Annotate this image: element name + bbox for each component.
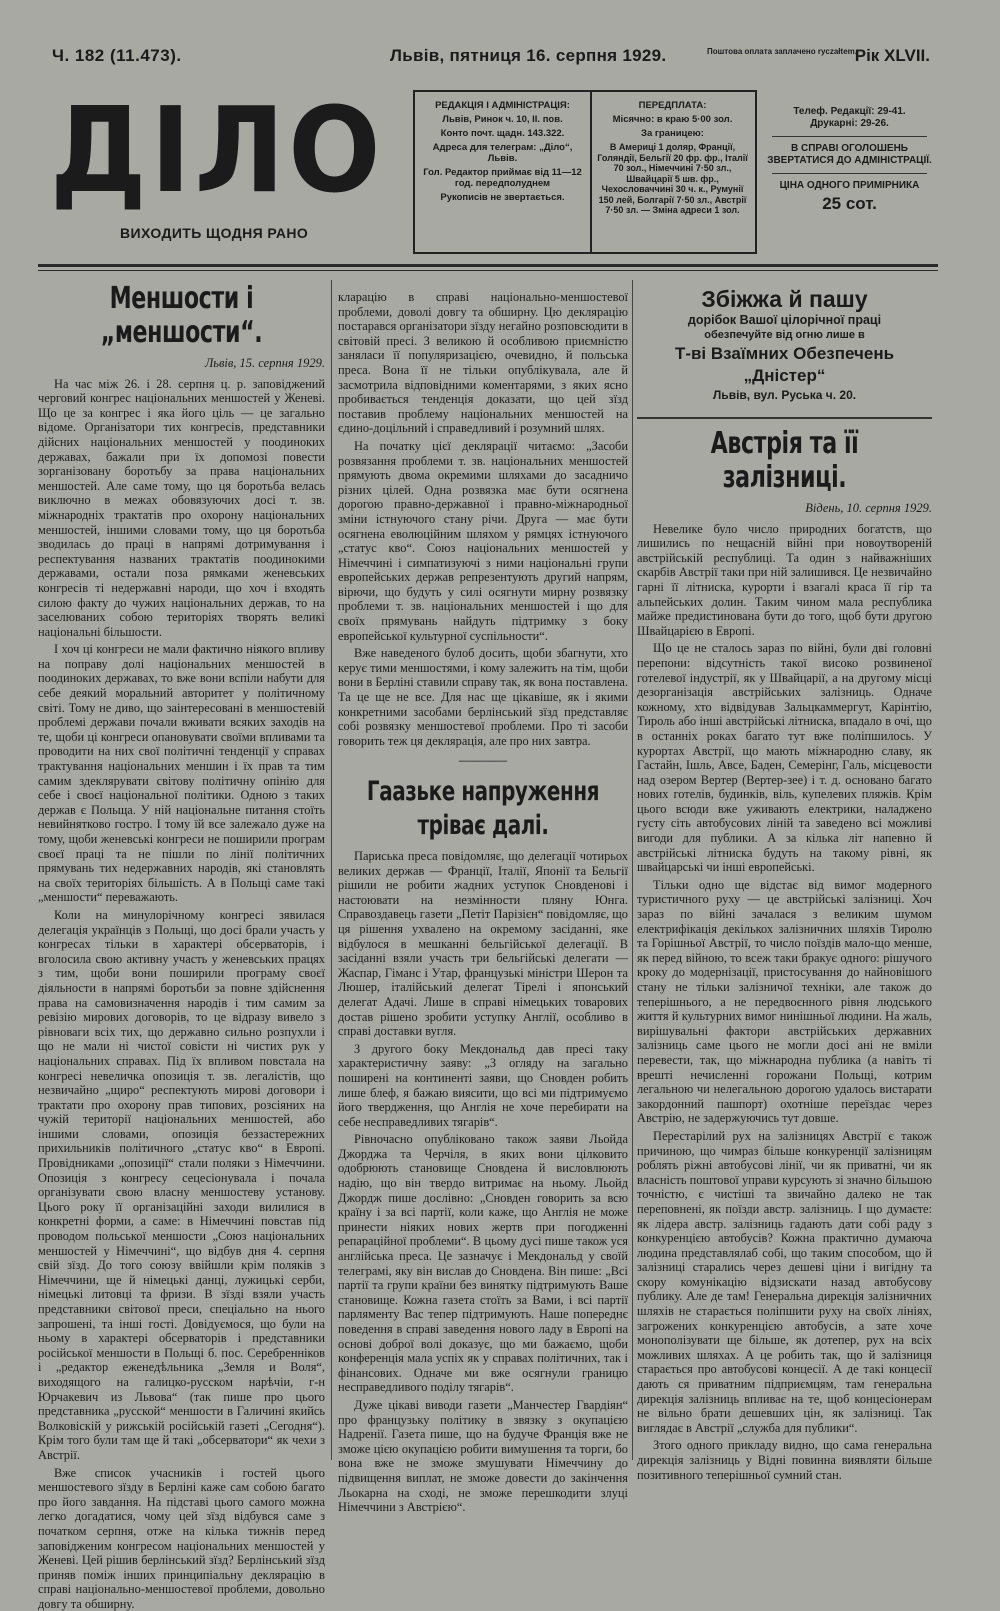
contact-info [762, 106, 937, 213]
ad-line: Збіжжа й пашу [701, 286, 868, 312]
paragraph: Париська преса повідомляє, що делегації чотирьох великих держав — Франції, Італії, Японії та Бельгії рішили не робити жадних уступок Сновденові і настоювати на незмінности пляну Юнга. Справоздавець газети „Петіт Парізієн“ повідомляє, що ця рішення ухвалено на окремому засіданні, яке відбулося в мешканні бельгійської делегації. В засіданні взяли участь три бельгійські делегати — Жаспар, Гіманс і Утар, французькі міністри Шерон та Люшер, італійський делегат Тірелі і японський делегат Адачі. Лише в справі німецьких товарових достав рішено зробити уступку Англії, особливо в справі доставки вугля. [338, 849, 628, 1039]
article-title: Гаазьке напруження тріває далі. [366, 776, 600, 841]
ads-note: В СПРАВІ ОГОЛОШЕНЬ ЗВЕРТАТИСЯ ДО АДМІНІСТРАЦІЇ. [767, 143, 932, 166]
contact-line: Друкарні: 29-26. [810, 118, 889, 129]
column-2 [338, 290, 628, 1515]
box2-line: Місячно: в краю 5·00 зол. [612, 114, 733, 125]
box1-line: Конто почт. щадн. 143.322. [440, 128, 565, 139]
ad-line: Т-ві Взаїмних Обезпечень „Дністер“ [674, 344, 895, 385]
contact-line: Телеф. Редакції: 29-41. [793, 106, 906, 117]
paragraph: На початку цієї деклярації читаємо: „Засоби розвязання проблеми т. зв. національних меншостей прямують двома окремими шляхами до засадничо різних цілей. Одна розвязка має бути осягнена дорогою правно-державної і правно-міжнародньої зміни істнуючого стану річи. Друга — має бути осягнена еволюційним шляхом у рямцях істнуючого „статус кво“. Союз національних меншостей у Німеччині і симпатизуючі з ними національні групи европейських держав репрезентують другий напрям, вірючи, що будуть у силі осягнути мирну розвязку проблеми т. зв. національних меншостей і що для своїх прямувань найдуть підтримку з боку европейської культурної суспільности“. [338, 438, 628, 643]
column-1 [38, 280, 325, 1611]
paragraph: Невелике було число природних богатств, що лишились по нещасній війні при новоутвореній австрійській республиці. Та один з найважніших скарбів Австрії таки при ній залишився. Це незвичайно гарні її літниска, курорти і взагалі краса її гір та альпейських долин. Таким чином мала республика майже предистинована бути до того, щоб бути другою Швайцарією в Европі. [637, 521, 932, 638]
article-dateline: Львів, 15. серпня 1929. [204, 356, 325, 370]
paragraph: Тільки одно ще відстає від вимог модерного туристичного руху — це австрійські залізниці. Хоч зараз по війні зачалася з великим шумом електрифікація декількох залізничних шляхів Тиролю та Горішньої Австрії, то число поїздів мало-що менше, як перед війною, то всеж таки бракує одного: рішучого кроку до модернізації, пристосування до найновішого стану не тільки залізничої техніки, але також до теперішнього, а не передвоєнного рівня людського життя й культурних вимог нинішньої людини. На жаль, вирішувальні фактори австрійських державних залізниць саме цього не могли досі ані не вміли перевести, так, що міжнародна публика (а навіть ті врешті нечисленні горожани Польщі, котрим легальною чи нелегальною дорогою удалось вистарати закордонний пашпорт) охотніше переїздає через Австрію, не задержуючись тут довше. [637, 877, 932, 1126]
paragraph: Коли на минулорічному конгресі зявилася делегація українців з Польщі, що досі брали участь у конгресах тільки в характері обсерваторів, і вголосила свою активну участь у женевських працях з тим, щоби вони поширили програму своєї діяльности в напрямі боротьби за повне здійснення права на самовизначення народів і тим самим за ревізію мирових договорів, то це відразу вивело з рівноваги всіх тих, що державно сильно розпухли і що не мали ні чистої совісти ні чистих рук у національних справах. Під їх впливом повстала на конгресі невеличка опозиція т. зв. легалістів, що незвичайно „щиро“ респектують мирові договори і трактати про охорону прав типових, розсіяних на чужій території національних меншостей, або іншими словами, опозиція беззастережних прихильників політичного „статус кво“ в Европі. Провідниками „опозиції“ стали поляки з Німеччини. Опозиція з конгресу сецесіонувала і почала організувати свою власну меншостеву установу. Цього року її організаційні заходи вилилися в конкретні форми, а саме: в Німеччині повстав під проводом польської меншости „Союз національних меншостей у Німеччині“, що відбув дня 4. серпня свій зїзд. До того союзу ввійшли крім поляків з Німеччини, ще й німецькі данці, лужицькі серби, німецькі литовці та фризи. В зїзді взяли участь представники світової преси, спеціально на нього запрошені, та інші гості. Довідуємося, що були на ньому в характері обсерваторів і представники російської меншости в Польщі б. пос. Серебренніков і „редактор еженедѣльника „Земля и Воля“, виходящого на галицко-русском нарѣчіи, г-н Юрчакевич из Львова“ (так пише про цього представника „русской“ меншости в Галичині якийсь Волковіскій у рижській російській газеті „Сегодня“). Крім того були там ще й такі „обсерватори“ як чехи з Австрії. [38, 907, 325, 1462]
paragraph: кларацію в справі національно-меншостевої проблеми, доволі довгу та обширну. Цю деклярацію постарався організатори зїзду негайно розповсюдити в світовій пресі. З великою й особливою приємністю заняласи її популяризацією, очевидно, й польська преса. Вона її не тільки опублікувала, але й засмотрила відповідними коментарями, з яких ясно пробивається тенденція доказати, що цей зїзд поставив проблему національних меншостей на єдино-доцільний і справедливий і розумний шлях. [338, 290, 628, 436]
top-line [52, 46, 930, 74]
paragraph: Вже список учасників і гостей цього меншостевого зїзду в Берліні каже сам собою багато про його завдання. На підставі цього самого можна легко догадатися, чому цей зїзд відбувся саме з початком серпня, отже на кілька тижнів перед заповідженим конгресом національних меншостей у Женеві. Цей рішив берлінський зїзд? Берлінський зїзд приняв поміж інших принципіальну деклярацію в справі національно-меншостевої проблеми, довольно довгу та обширну. [38, 1465, 325, 1611]
box1-line: Рукописів не звертається. [440, 192, 565, 203]
editorial-info-box [413, 90, 592, 254]
masthead-rule [38, 264, 938, 267]
issue-year: Рік XLVII. [854, 46, 930, 65]
paragraph: З другого боку Мекдональд дав пресі таку характеристичну заяву: „З огляду на загально поширені на континенті заяви, що Сновден робить лише блеф, я бажаю виясити, що всі ми підтримуємо його твердження, що Англія не хоче перебирати на себе несправедливих тягарів“. [338, 1041, 628, 1129]
postal-note: Поштова оплата заплачено ryczałtem. [707, 47, 857, 56]
box1-line: Львів, Ринок ч. 10, II. пов. [442, 114, 563, 125]
ad-line: Львів, вул. Руська ч. 20. [712, 388, 857, 402]
box2-line: За границею: [641, 128, 704, 139]
ad-line: дорібок Вашої цілорічної праці [687, 313, 882, 327]
column-3 [637, 280, 932, 1482]
article-title: Австрія та її залізниці. [710, 426, 859, 495]
masthead-subtitle: ВИХОДИТЬ ЩОДНЯ РАНО [120, 225, 309, 241]
issue-date: Львів, пятниця 16. серпня 1929. [390, 46, 667, 65]
issue-number: Ч. 182 (11.473). [52, 46, 182, 65]
paragraph: Зтого одного прикладу видно, що сама генеральна дирекція залізниць у Відні повинна виявляти більше позитивного теперішньої сумний стан. [637, 1438, 932, 1482]
paragraph: Дуже цікаві виводи газети „Манчестер Гвардіян“ про французьку політику в звязку з окупацією Надренії. Газета пише, що на будуче Франція вже не зможе цією окупацією робити вимушення та торги, бо вона вже не зможе змушувати Німеччину до підвищення виплат, не зможе довести до закінчення Льокарна на сході, не зможе перешкодити злуці Німеччини з Австрією“. [338, 1397, 628, 1515]
box1-line: Гол. Редактор приймає від 11—12 год. передполуднем [423, 167, 582, 189]
paragraph: Що це не сталось зараз по війні, були дві головні перепони: відсутність такої високо розвиненої готелевої індустрії, як у Швайцарії, а на другому місці дезорганізація австрійських залізниць. Одначе кожному, хто відвідував Зальцкаммергут, Карінтію, Тироль або інші австрійські літниска, впадало в очі, що в останніх роках багато тут вже поліпшилось. У курортах Австрії, що мають міжнародню славу, як Гастайн, Ішль, Авсе, Баден, Семерінг, Галь, місцевости над озером Вертер (Вертер-зее) і т. д. основано багато нових готелів, будинків, віль, купелевих пляжів. Крім цього всюди вже уживають електрики, наладжено густу сіть автобусових ліній та заведено всі можливі вигоди для публики. А за кілька літ напевно й австрійські літниска будуть на такому рівні, як швайцарські чи інші европейські. [637, 641, 932, 875]
box1-line: Адреса для телеграм: „Діло“, Львів. [432, 142, 573, 164]
separator: ——— [459, 752, 507, 770]
article-title: Меншости і „меншости“. [100, 281, 263, 350]
divider [772, 136, 927, 137]
ad-line: обезпечуйте від огню лише в [704, 329, 865, 341]
box2-line: ПЕРЕДПЛАТА: [638, 100, 707, 111]
divider [772, 173, 927, 174]
column-divider [331, 280, 332, 1460]
masthead-rule-thin [38, 270, 938, 271]
separator [637, 417, 932, 419]
paragraph: Перестарілий рух на залізницях Австрії є також причиною, що чимраз більше конкуренції залізницям роблять ріжні автобусові лінії, чи як приватні, чи як власність поштової управи курсують зі значно більшою точністю, є чистіші та звичайно далеко не так переповнені, як поїзди австр. залізниць. І що думаєте: як лідера австр. залізниць гадають дати собі раду з конкуренцією автобусів? Кожна практично думаюча людина представлялаб собі, що таким способом, що й залізниці старались через дешеві ціни і вигідну та скору комунікацію відзискати назад автобусову публику. Але де там! Генеральна дирекція залізничних шляхів не старається поліпшити руху на своїх лініях, загрожених конкуренцією автобусів, а зате хоче монополізувати ще більше, як дотепер, рух на всіх можливих шляхах. А це робить так, що й залізниця старається про автобусові концесії. А де такі концесії дають ся приватним підприємцям, там генеральна дирекція залізниць впливає на те, щоб концесіонерам не вільно брати дешевших цін, як залізниці. Так виглядає в Австрії „служба для публики“. [637, 1128, 932, 1435]
box2-line: В Америці 1 доляр, Франції, Голяндії, Бельгії 20 фр. фр., Італії 70 зол., Німеччині 7·50 зл., Швайцарії 5 шв. фр., Чехословаччині 30 ч. к., Румунії 150 лей, Болгарії 7·50 зл., Австрії 7·50 зл. — Зміна адреси 1 зол. [597, 142, 748, 215]
price-value: 25 сот. [822, 194, 877, 213]
box1-line: РЕДАКЦІЯ І АДМІНІСТРАЦІЯ: [435, 100, 570, 111]
paragraph: Рівночасно опубліковано також заяви Льойда Джорджа та Черчіля, в яких вони цілковито одобрюють становище Сновдена й висловлюють надію, що він твердо витримає на ньому. Льойд Джордж пише дослівно: „Сновден говорить за всю країну і за всі партії, коли каже, що Англія не може принести ніяких нових жертв при погодженні репараційної проблеми“. В цьому дусі пише також уся англійська преса. Це зазначує і Мекдональд у своїй телеграмі, яку він вислав до Сновдена. Він пише: „Всі партії та групи країни без винятку підтримують Ваше становище. Кожна газета стоїть за Вами, і всі партії парляменту Вас тепер підтримують. Наше попереднє поведення в справі заведення нового ладу в Европі на основі доброї волі доказує, що ми бажаємо, щоби конференція мала успіх як у справах політичних, так і фінансових. Одначе ми вже осягнули границю несправедливого поділу тягарів“. [338, 1132, 628, 1395]
paragraph: Вже наведеного булоб досить, щоби збагнути, хто керує тими меншостями, і кому залежить на тім, щоби вони в Берліні ставили справу так, як вона поставлена. Та це ще не все. Для нас ще цікавіше, як і якими конкретними засобами берлінський зїзд представляє собі розвязку меншостевої проблеми. Про ті засоби говорить теж ця деклярація, але про них завтра. [338, 646, 628, 748]
insurance-ad [637, 286, 932, 403]
column-divider [632, 280, 633, 1460]
paragraph: На час між 26. і 28. серпня ц. р. заповіджений черговий конгрес національних меншостей у Женеві. Що це за конгрес і яка його ціль — це загально відоме. Організатори тих конгресів, представники дійсних національних меншостей у поодиноких державах, бажали при їх допомозі повести зорганізовану боротьбу за права національних меншостей. Але саме тому, що ця боротьба велась виключно в межах обовязуючих досі т. зв. міжнародніх трактатів про охорону національних меншостей, іншими словами тому, що ця боротьба зводилась до праці в напрямі дотримування і респектування названих трактатів поодинокими державами, остали поза рямками женевських конгресів ті недержавні народи, що хоч і входять силою факту до чужих національних держав, то на заселюваних собою територіях творять великі національні більшости. [38, 376, 325, 639]
price-label: ЦІНА ОДНОГО ПРИМІРНИКА [779, 180, 920, 191]
paragraph: І хоч ці конгреси не мали фактично ніякого впливу на поправу долі національних меншостей в поодиноких державах, то вже вони вспіли набути для себе деякий моральний авторитет у політичному світі. Тому не диво, що заінтересовані в меншостевій проблемі держави почали вживати всяких заходів на те, щоби ці конгреси опановувати своїми впливами та проводити на них свої політичні тенденції у справах трактування національних меншин і їх прав та тим самим здеклярувати світову політичну опінію для себе і своєї національної політики. Одною з таких держав є Польща. У ній національне питання стоїть невийнятково гостро. І тому їй все залежало дуже на тому, щоби женевські конгреси не поширили програм своєї праці та не пішли по лінії політичних прямувань тих недержавних народів, які становлять на своїх територіях більшість. А в Польщі саме такі „меншости“ переважають. [38, 642, 325, 905]
article-dateline: Відень, 10. серпня 1929. [805, 501, 932, 515]
subscription-info-box [590, 90, 757, 254]
masthead-title: ДІЛО [50, 81, 385, 219]
